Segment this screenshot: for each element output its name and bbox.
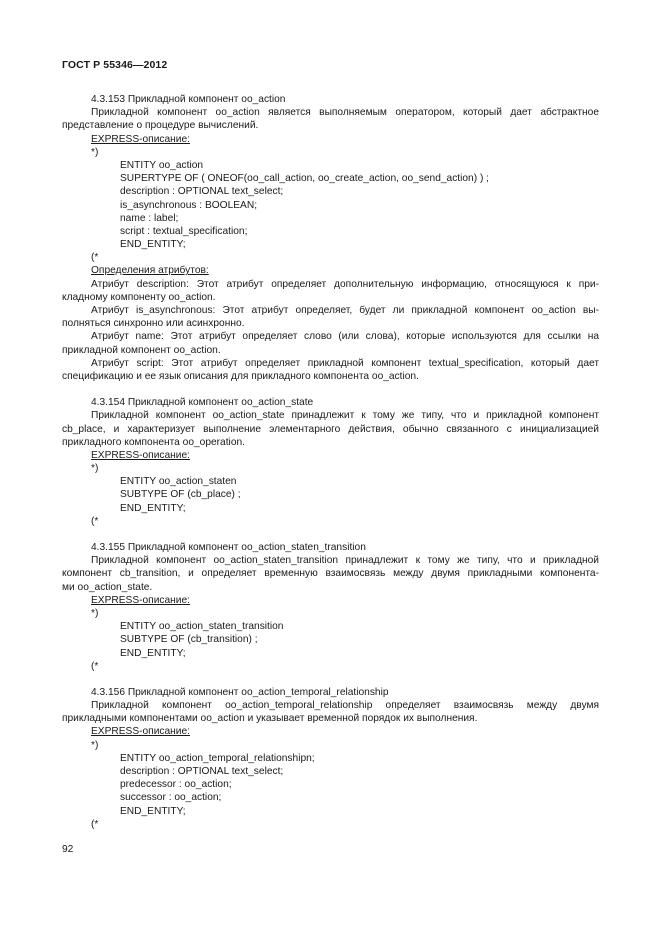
express-code-line: SUBTYPE OF (cb_transition) ; [120,634,258,646]
document-body [62,93,599,831]
express-code-line: description : OPTIONAL text_select; [120,186,284,198]
section-spacer [62,673,599,686]
express-code-line: SUPERTYPE OF ( ONEOF(oo_call_action, oo_create_action, oo_send_action) ) ; [120,173,490,185]
standard-header: ГОСТ Р 55346—2012 [62,59,168,71]
section-paragraph-line: Прикладной компонент oo_action_state принадлежит к тому же типу, что и прикладной компонент [91,410,599,422]
section-heading: 4.3.155 Прикладной компонент oo_action_staten_transition [91,542,366,553]
comment-open-marker: (* [91,660,99,672]
express-code-line: script : textual_specification; [120,225,248,237]
attribute-definition-line: Атрибут is_asynchronous: Этот атрибут определяет, будет ли прикладной компонент oo_action вы- [91,305,599,316]
comment-close-marker: *) [91,607,99,619]
section-spacer [62,528,599,541]
express-label: EXPRESS-описание: [91,726,190,738]
section-heading: 4.3.156 Прикладной компонент oo_action_temporal_relationship [91,686,389,698]
comment-open-marker: (* [91,818,99,830]
section-paragraph-line: компонент cb_transition, и определяет временную взаимосвязь между двумя прикладными компонента- [62,568,599,580]
page-number: 92 [62,844,74,855]
express-label: EXPRESS-описание: [91,594,190,606]
section-spacer [62,383,599,396]
express-code-line: END_ENTITY; [120,502,186,514]
express-code-line: description : OPTIONAL text_select; [120,766,284,777]
section-heading: 4.3.153 Прикладной компонент oo_action [91,94,286,105]
attribute-definition-line: спецификацию и ее язык описания для прикладного компонента oo_action. [62,370,419,382]
express-label: EXPRESS-описание: [91,133,190,145]
comment-open-marker: (* [91,515,99,527]
attribute-definition-line: Атрибут name: Этот атрибут определяет слово (или слова), которые используются для ссылки на [91,331,599,343]
attribute-definition-line: полняться синхронно или асинхронно. [62,318,245,330]
express-code-line: END_ENTITY; [120,647,186,659]
express-code-line: predecessor : oo_action; [120,779,232,791]
express-code-line: ENTITY oo_action_staten [120,476,237,488]
section-paragraph-line: Прикладной компонент oo_action_staten_transition принадлежит к тому же типу, что и прикладной [91,555,599,567]
express-code-line: is_asynchronous : BOOLEAN; [120,199,258,211]
express-code-line: ENTITY oo_action [120,159,204,171]
section-paragraph-line: прикладными компонентами oo_action и указывает временной порядок их выполнения. [62,713,478,725]
section-paragraph-line: cb_place, и характеризует выполнение элементарного действия, обычно связанного с инициализацией [62,423,599,435]
attribute-definition-line: прикладной компонент oo_action. [62,344,221,356]
express-code-line: END_ENTITY; [120,239,186,251]
section-paragraph-line: представление о процедуре вычислений. [62,120,259,132]
express-code-line: SUBTYPE OF (cb_place) ; [120,489,241,501]
comment-close-marker: *) [91,463,99,475]
comment-close-marker: *) [91,739,99,751]
express-code-line: ENTITY oo_action_temporal_relationshipn; [120,752,315,764]
attribute-definition-line: Атрибут description: Этот атрибут определяет дополнительную информацию, относящуюся к при- [91,278,599,290]
section-paragraph-line: Прикладной компонент oo_action является выполняемым оператором, который дает абстрактное [91,107,599,119]
express-code-line: END_ENTITY; [120,805,186,817]
express-code-line: ENTITY oo_action_staten_transition [120,621,284,633]
comment-open-marker: (* [91,252,99,264]
express-code-line: name : label; [120,212,179,224]
attributes-label: Определения атрибутов: [91,265,209,277]
attribute-definition-line: кладному компоненту oo_action. [62,291,216,303]
express-code-line: successor : oo_action; [120,792,222,804]
comment-close-marker: *) [91,146,99,158]
section-heading: 4.3.154 Прикладной компонент oo_action_state [91,397,314,409]
express-label: EXPRESS-описание: [91,449,190,461]
section-paragraph-line: прикладного компонента oo_operation. [62,436,245,448]
section-paragraph-line: ми oo_action_state. [62,581,153,593]
attribute-definition-line: Атрибут script: Этот атрибут определяет прикладной компонент textual_specification, который дает [91,357,599,369]
section-paragraph-line: Прикладной компонент oo_action_temporal_relationship определяет взаимосвязь между двумя [91,700,599,712]
